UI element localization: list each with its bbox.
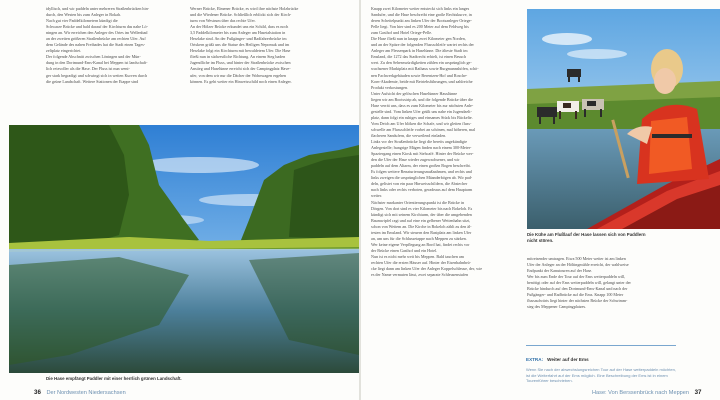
text-line: weiter.: [371, 193, 383, 199]
running-head-left: Der Nordwesten Niedersachsen: [46, 390, 126, 396]
text-line: Spaziergang einen Kiosk mit Stehcafé. Hinter der Brücke wer-: [371, 151, 474, 157]
river-landscape-photo: [9, 125, 359, 373]
text-line: nen Fachwerkgebäuden sowie Berentzen-Hof und Rosche-: [371, 72, 468, 78]
text-line: Anlegestelle; hungrige Mägen finden nach einem 300-Meter-: [371, 145, 472, 151]
text-line: ningen an. Wir erreichen den Anleger des Ortes im Wellenbad: [46, 30, 148, 36]
right-page: [361, 0, 720, 400]
text-line: An der Hölzer Brücke erkundet uns ein Schild, dass es noch: [190, 24, 289, 30]
text-line: Emsland, die 1272 das Stadtrecht erhielt, ist einen Besuch: [371, 54, 467, 60]
text-line: wert. Zu den Sehenswürdigkeiten zählen ein ursprünglich ge-: [371, 60, 472, 66]
text-line: Schwarze Brücke und bald darauf der Kirchturm das nahe Lö-: [46, 24, 148, 30]
text-line: den die Ufer der Hase wieder zugewachsener, und wir: [371, 157, 460, 163]
text-line: Endpunkt der Kanutouren auf der Hase.: [527, 268, 593, 274]
text-line: Werner Brücke, Elmener Brücke, es wird ihre nächste Holzbrücke: [190, 6, 299, 11]
text-line: dung in den Dortmund-Ems-Kanal bei Meppen ist landschaft-: [46, 60, 148, 66]
text-line: Wer keine eigene Verpflegung an Bord hat, findet rechts vor: [371, 241, 470, 247]
text-line: 3,5 Paddelkilometer bis zum Anleger am Hasetalstation in: [190, 30, 286, 36]
text-line: steg des Meppener Campingplatzes.: [527, 304, 587, 310]
page-number-right: 37: [694, 389, 702, 396]
text-line: platz, dann folgt ein ruhiges und einsames Stück bis Bückelte.: [371, 114, 473, 120]
text-line: Es folgen weitere Renaturierungsmaßnahmen, und rechts und: [371, 169, 472, 175]
text-line: Herzlake folgt ein Kirchturm mit bewaldetem Ufer. Die Hase: [190, 48, 291, 54]
running-head-right: Hase: Von Berssenbrück nach Meppen: [592, 390, 690, 396]
text-line: es der Name vermuten lässt, zwei separate Schleusenstufen: [371, 272, 469, 278]
text-line: rechten Ufer die ersten Häuser auf. Hinter der Eisenbahnbrü-: [371, 259, 471, 265]
extra-top-rule: [526, 345, 676, 346]
text-line: flussaufwärts liegt hinter der nächsten Brücke der Schwimm-: [527, 298, 628, 304]
text-line: dem Gelände des nahen Freibades hat die Stadt einen Tages-: [46, 42, 146, 48]
right-photo-caption-line-1: Die Kühe am Flußlauf der Hase lassen sich von Paddlern: [527, 232, 646, 237]
left-folio: [34, 389, 130, 396]
text-line: Anstieg und Haselünne erreicht sich der Campingplatz Have-: [190, 66, 291, 72]
text-line: zum Gasthof und Hotel Ortege-Pelle.: [371, 30, 433, 36]
text-line: paddeln auf dem Altarm, der einen großen Bogen beschreibt.: [371, 163, 471, 169]
text-line: Nach gut vier Paddelkilometern kündigt die: [46, 18, 118, 24]
extra-title: Weiter auf der Ems: [547, 357, 589, 362]
text-line: gestelle sind. Vom linken Ufer grüßt uns nahe ein Jugendzelt-: [371, 108, 472, 114]
text-line: schwelle am Flussschleife vorbei an schönen, mal höheren, mal: [371, 126, 476, 132]
text-line: Pelle liegt. Von hier sind es 200 Meter auf dem Feldweg bis: [371, 24, 469, 30]
text-line: können. Es geht weiter ein Hinweisschild noch einen Anleger.: [190, 78, 292, 84]
text-line: Nächster markanter Orientierungspunkt ist die Brücke in: [371, 199, 464, 205]
text-line: schon von Weitem an. Die Kirche in Bokeloh zählt zu den äl-: [371, 223, 472, 229]
right-text-column-1: [371, 6, 517, 278]
text-line: und die Wiedener Brücke. Schließlich erblickt sich der Kirch-: [190, 12, 292, 18]
text-line: ger stark begradigt und schwingt sich in weiten Kurven durch: [46, 72, 148, 78]
left-photo-caption: Die Hase empfängt Paddler mit einer herrlich grünen Landschaft.: [46, 376, 182, 381]
text-line: der Brücke einen Gasthof und ein Hotel.: [371, 247, 438, 253]
text-line: Jugendliche im Fluss, und hinter der Straßenbrücke zwischen: [190, 60, 291, 66]
text-line: turm von Westrum über das rechte Ufer.: [190, 18, 256, 24]
text-line: Dörgen. Von dort sind es vier Kilometer bis nach Bokeloh. Es: [371, 205, 473, 211]
text-line: Wer bis zum Ende der Tour auf der Ems weiterpaddeln will,: [527, 274, 626, 280]
text-line: nach links oder rechts verboten, geradeaus auf dem Hauptarm: [371, 187, 473, 193]
text-line: Knapp zwei Kilometer weiter entsteckt sich links ein langes: [371, 6, 470, 11]
right-text-column-2: [527, 256, 697, 310]
text-line: deln, gelistet von ein paar Hinweisschildern, die Abstecher: [371, 181, 468, 187]
text-line: Ortskern grüßt uns die Statue des Heiligen Nepomuk und im: [190, 42, 290, 48]
text-line: Brücke hindurch auf den Dortmund-Ems-Kanal und nach der: [527, 286, 628, 292]
right-photo-caption-line-2: nicht stören.: [527, 238, 554, 243]
text-line: an, um uns für die Schlussetappe nach Meppen zu stärken.: [371, 235, 467, 241]
text-line: liegen wir am Bootsstrip ab, und die folgende Brücke über die: [371, 96, 473, 102]
text-line: Ufer der Anleger an der Höltingmühle erreicht, der wahlweise: [527, 262, 629, 268]
page-number-left: 36: [34, 389, 41, 396]
text-line: Links vor der Straßenbrücke liegt die bereits angekündigte: [371, 139, 468, 145]
text-line: Produkt verkostungen.: [371, 84, 409, 90]
text-line: Baumwipfel ragt und auf eine ein gelbener Wettenhahn sitzt,: [371, 217, 471, 223]
text-line: links zweigen die ursprünglichen Mäanderbögen ab. Wir pad-: [371, 175, 473, 181]
text-line: cke liegt dann am linken Ufer der Anleger Koppelschleuse, der, wie: [371, 266, 483, 272]
text-line: benötigt oder auf der Ems weiterpaddeln will, gelangt unter der: [527, 280, 631, 286]
text-line: ufer, von dem wir nur die Dächer der Wohnwagen ergehen: [190, 72, 286, 78]
text-line: mitreisender umtragen. Etwa 500 Meter weiter ist am linken: [527, 256, 626, 261]
text-line: Die Hase fließt nun in knapp zwei Kilometer gen Norden,: [371, 36, 466, 42]
text-line: Herzlake sind. An der Fußgänger- und Radfahrerbrücke im: [190, 36, 287, 42]
text-line: an der zweiten größeren Straßenbrücke am rechten Ufer. Auf: [46, 36, 146, 42]
text-line: Unter Aufsicht der gelöschen Haselünner Hauslünne: [371, 90, 458, 96]
text-line: Korn-Akademie, beide mit Betriebsführungen, und zahlreiche: [371, 78, 473, 84]
text-line: lich reizvoller als die Hase. Der Fluss ist nun weni-: [46, 66, 130, 72]
extra-text: Wenn Sie nach der abwechslungsreichen Tour auf der Hase weiterpaddeln möchten, ist die Weiterfahrt auf der Ems möglich. Eine Beschreibung der Ems ist in einem Tourenführer beschrieben.: [526, 367, 676, 384]
text-line: und an der Spitze der folgenden Flussschleife wartet rechts der: [371, 42, 474, 48]
canoe-cows-photo: [527, 9, 720, 229]
text-line: idyllisch, und wir paddeln unter mehreren Straßenbrücken hin-: [46, 6, 149, 11]
extra-box: [526, 343, 676, 384]
left-text-column-1: [46, 6, 182, 85]
text-line: Sandufer, und die Hase beschreibt eine große Rechtskurve, in: [371, 12, 472, 18]
text-line: fließt nun in südwestliche Richtung. An einem Steg baden: [190, 54, 286, 60]
text-line: flacheren Sandufern, die verweilend einladen.: [371, 132, 447, 138]
text-line: Fußgänger- und Radbrücke auf die Ems. Knapp 100 Meter: [527, 292, 624, 298]
text-line: Vom Deich am Ufer blöken die Schafe, und wir gleiten fluss-: [371, 120, 472, 126]
text-line: wachsener Marktplatz mit Rathaus sowie Burgmannshöfen, schö-: [371, 66, 479, 72]
text-line: Nun ist es nicht mehr weit bis Meppen. Bald tauchen am: [371, 253, 464, 259]
left-page: [0, 0, 359, 400]
right-folio: [588, 389, 701, 396]
left-text-column-2: [190, 6, 323, 85]
text-line: deren Scheitelpunkt am linken Ufer der Bootsanleger Ortege-: [371, 18, 472, 24]
text-line: Der folgende Abschnitt zwischen Löningen und der Mün-: [46, 54, 141, 60]
text-line: testen im Emsland. Wir steuern den Rastplatz am linken Ufer: [371, 229, 472, 235]
extra-label: EXTRA:: [526, 357, 544, 362]
text-line: zeltplatz eingerichtet.: [46, 48, 82, 54]
text-line: Hase verrät uns, dass es zum Kilometer bis zur nächsten Anle-: [371, 102, 474, 108]
text-line: durch, den Westen bis zum Anleger in Bokah.: [46, 12, 121, 18]
right-photo-caption: [527, 232, 717, 244]
text-line: die grüne Landschaft. Weitere Stationen der Etappe sind: [46, 78, 139, 84]
text-line: Anleger am Flessenpark in Haselünne. Die älteste Stadt im: [371, 48, 468, 54]
text-line: kündigt sich mit seinem Kirchturm, der über die umgebenden: [371, 211, 472, 217]
